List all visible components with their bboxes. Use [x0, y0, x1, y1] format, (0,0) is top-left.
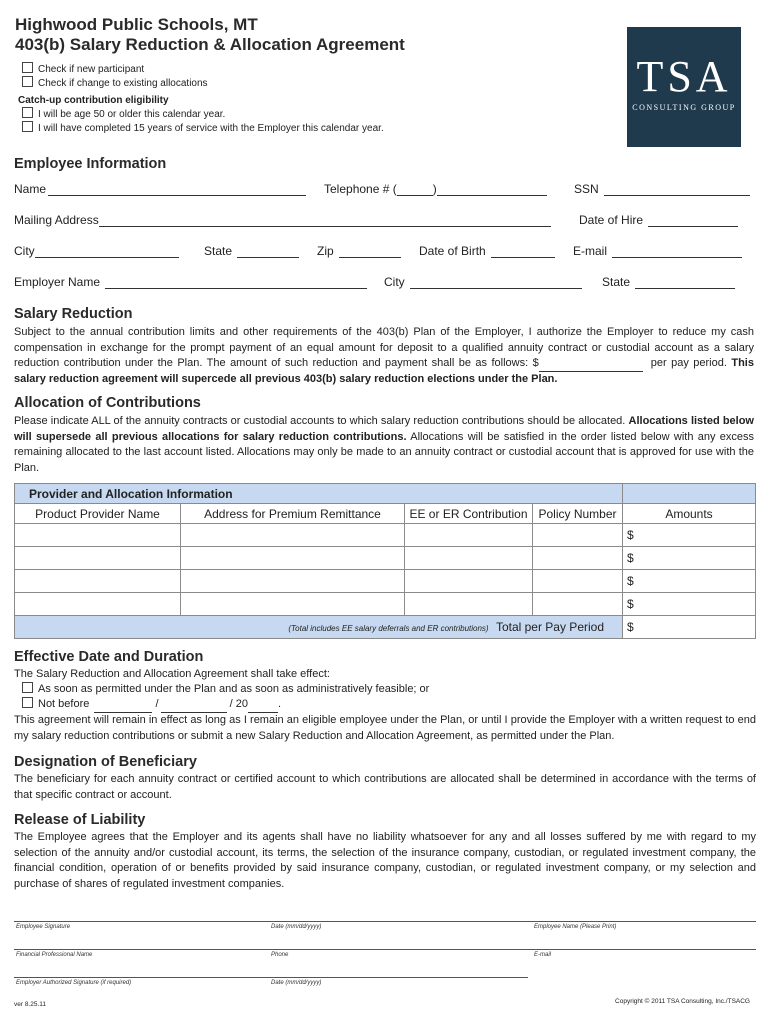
employee-signature-label: Employee Signature [16, 924, 71, 930]
checkbox-change-allocations-row[interactable] [22, 76, 208, 91]
new-participant-checkbox[interactable] [22, 62, 33, 73]
copyright-label: Copyright © 2011 TSA Consulting, Inc./TSACG [615, 998, 750, 1005]
city-label: City [14, 244, 35, 258]
beneficiary-text: The beneficiary for each annuity contract or certified account to which contributions are allocated shall be determined in accordance with the terms of that specific contract or account. [14, 773, 756, 801]
city-input[interactable] [35, 246, 179, 258]
header-contribution: EE or ER Contribution [405, 504, 533, 524]
catchup-service-checkbox[interactable] [22, 121, 33, 132]
allocation-body-2: Allocations will be satisfied in the order listed below with any excess remaining allocated to the last account listed. Allocations may only be made to an annuity contract or custodial account that is approved for use with the Plan. [14, 430, 754, 474]
zip-input[interactable] [339, 246, 401, 258]
amount-cell[interactable]: $ [623, 593, 756, 616]
salary-reduction-heading: Salary Reduction [14, 306, 133, 322]
catchup-age-label: I will be age 50 or older this calendar year. [38, 109, 226, 120]
asap-checkbox[interactable] [22, 682, 33, 693]
date-label-1: Date (mm/dd/yyyy) [271, 924, 322, 930]
day-input[interactable] [161, 701, 227, 713]
provider-cell[interactable] [15, 570, 181, 593]
policy-cell[interactable] [533, 593, 623, 616]
document-title: Highwood Public Schools, MT [15, 15, 258, 34]
logo-text: TSA [636, 52, 732, 101]
policy-cell[interactable] [533, 570, 623, 593]
contribution-cell[interactable] [405, 570, 533, 593]
address-cell[interactable] [181, 524, 405, 547]
effective-intro: The Salary Reduction and Allocation Agreement shall take effect: [14, 668, 330, 680]
year-input[interactable] [248, 701, 278, 713]
signature-line-2[interactable] [14, 949, 756, 950]
employee-info-heading: Employee Information [14, 156, 167, 172]
header-address: Address for Premium Remittance [181, 504, 405, 524]
hire-date-label: Date of Hire [579, 213, 644, 227]
header-amounts: Amounts [623, 504, 756, 524]
city-field[interactable] [14, 244, 179, 258]
name-input[interactable] [48, 184, 306, 196]
fp-email-label: E-mail [534, 952, 552, 958]
salary-reduction-notice: This salary reduction agreement will supercede all previous 403(b) salary reduction elections under the Plan. [14, 357, 754, 385]
state-input[interactable] [237, 246, 299, 258]
catchup-label: Catch-up contribution eligibility [18, 95, 169, 106]
dob-input[interactable] [491, 246, 555, 258]
state-label: State [204, 244, 233, 258]
asap-label: As soon as permitted under the Plan and as soon as administratively feasible; or [38, 683, 430, 695]
address-cell[interactable] [181, 593, 405, 616]
zip-label: Zip [317, 244, 334, 258]
phone-label: Phone [271, 952, 289, 958]
total-label: Total per Pay Period [495, 620, 604, 634]
liability-heading: Release of Liability [14, 812, 146, 828]
mailing-address-input[interactable] [99, 215, 551, 227]
allocation-body-1: Please indicate ALL of the annuity contracts or custodial accounts to which salary reduction contributions should be allocated. [14, 415, 626, 427]
effective-option-date-row[interactable]: Not before / / 20 . [22, 697, 742, 713]
employer-state-field[interactable] [602, 275, 735, 289]
catchup-service-row[interactable] [22, 121, 384, 136]
total-note: (Total includes EE salary deferrals and ER contributions) [288, 624, 489, 633]
signature-line-1[interactable] [14, 921, 756, 922]
effective-date-heading: Effective Date and Duration [14, 649, 204, 665]
telephone-input[interactable] [437, 184, 547, 196]
zip-field[interactable] [317, 244, 401, 258]
amount-cell[interactable]: $ [623, 547, 756, 570]
name-label: Name [14, 182, 47, 196]
version-label: ver 8.25.11 [14, 1001, 47, 1008]
state-field[interactable] [204, 244, 299, 258]
logo-subtext: CONSULTING GROUP [632, 103, 736, 112]
employer-state-input[interactable] [635, 277, 735, 289]
table-row[interactable] [15, 593, 756, 616]
date-label-2: Date (mm/dd/yyyy) [271, 980, 322, 986]
checkbox-new-participant-row[interactable] [22, 62, 144, 77]
salary-reduction-text [14, 325, 754, 387]
contribution-cell[interactable] [405, 593, 533, 616]
amount-cell[interactable]: $ [623, 570, 756, 593]
employer-state-label: State [602, 275, 631, 289]
ssn-field[interactable] [574, 182, 750, 196]
beneficiary-heading: Designation of Beneficiary [14, 754, 197, 770]
employer-signature-label: Employer Authorized Signature (if required) [16, 980, 132, 986]
provider-cell[interactable] [15, 593, 181, 616]
table-row[interactable] [15, 547, 756, 570]
email-input[interactable] [612, 246, 742, 258]
effective-duration-text: This agreement will remain in effect as long as I remain an eligible employee under the Plan, or until I provide the Employer with a written request to end my salary reduction contributions or submit a new Salary Reduction and Allocation Agreement, as permitted under the Plan. [14, 714, 756, 742]
liability-text: The Employee agrees that the Employer and its agents shall have no liability whatsoever for any and all losses suffered by me with regard to my selection of the annuity and/or custodial account, its terms, the selection of the insurance company, custodian, or regulated investment company, the financial condition, operation of or benefits provided by said insurance company, custodian, or regulated investment company, or my selection and purchase of shares of regulated investment companies. [14, 831, 756, 890]
employer-city-label: City [384, 275, 405, 289]
allocation-heading: Allocation of Contributions [14, 395, 201, 411]
change-allocations-checkbox[interactable] [22, 76, 33, 87]
telephone-label: Telephone # [324, 182, 390, 196]
catchup-service-label: I will have completed 15 years of service with the Employer this calendar year. [38, 123, 384, 134]
employer-name-field[interactable] [14, 275, 367, 289]
total-row [15, 616, 756, 639]
financial-professional-label: Financial Professional Name [16, 952, 93, 958]
month-input[interactable] [94, 701, 152, 713]
hire-date-field[interactable] [579, 213, 738, 227]
signature-line-3[interactable] [14, 977, 528, 978]
total-amount-cell[interactable]: $ [623, 616, 756, 639]
table-caption: Provider and Allocation Information [15, 484, 623, 504]
effective-option-asap-row[interactable] [22, 682, 742, 698]
employer-city-input[interactable] [410, 277, 582, 289]
allocation-text [14, 414, 754, 476]
address-cell[interactable] [181, 547, 405, 570]
change-allocations-label: Check if change to existing allocations [38, 78, 208, 89]
employer-city-field[interactable] [384, 275, 582, 289]
table-row[interactable] [15, 570, 756, 593]
header-policy: Policy Number [533, 504, 623, 524]
policy-cell[interactable] [533, 524, 623, 547]
email-field[interactable] [573, 244, 742, 258]
employer-name-label: Employer Name [14, 275, 101, 289]
policy-cell[interactable] [533, 547, 623, 570]
per-pay-period-label: per pay period. [650, 357, 727, 369]
total-label-cell [15, 616, 623, 639]
header-provider: Product Provider Name [15, 504, 181, 524]
provider-cell[interactable] [15, 524, 181, 547]
provider-cell[interactable] [15, 547, 181, 570]
mailing-address-label: Mailing Address [14, 213, 99, 227]
contribution-cell[interactable] [405, 547, 533, 570]
hire-date-input[interactable] [648, 215, 738, 227]
employee-name-label: Employee Name (Please Print) [534, 924, 617, 930]
tsa-logo [627, 27, 741, 147]
document-subtitle: 403(b) Salary Reduction & Allocation Agreement [15, 35, 405, 54]
table-caption-amount-cell [623, 484, 756, 504]
dob-field[interactable] [419, 244, 555, 258]
salary-amount-input[interactable] [539, 360, 643, 372]
not-before-checkbox[interactable] [22, 697, 33, 708]
allocation-notice: Allocations listed below will supersede all previous allocations for salary reduction contributions. [14, 415, 754, 443]
name-field[interactable] [14, 182, 306, 196]
dob-label: Date of Birth [419, 244, 486, 258]
mailing-address-field[interactable] [14, 213, 551, 227]
ssn-label: SSN [574, 182, 599, 196]
not-before-label: Not before [38, 698, 90, 710]
contribution-cell[interactable] [405, 524, 533, 547]
table-row[interactable] [15, 524, 756, 547]
telephone-field[interactable]: Telephone # ( ) [324, 182, 547, 196]
new-participant-label: Check if new participant [38, 64, 145, 75]
address-cell[interactable] [181, 570, 405, 593]
year-prefix: / 20 [229, 698, 248, 710]
email-label: E-mail [573, 244, 608, 258]
catchup-age-row[interactable] [22, 107, 225, 122]
provider-allocation-table [14, 483, 756, 639]
salary-reduction-body: Subject to the annual contribution limits and other requirements of the 403(b) Plan of the Employer, I authorize the Employer to reduce my cash compensation in exchange for the prompt payment of an equal amount for deposit to a qualified annuity contract or custodial account as a salary reduction contribution under the Plan. The amount of such reduction and payment shall be as follows: $ [14, 326, 754, 369]
area-code-input[interactable] [397, 184, 433, 196]
employer-name-input[interactable] [105, 277, 367, 289]
ssn-input[interactable] [604, 184, 750, 196]
amount-cell[interactable]: $ [623, 524, 756, 547]
catchup-age-checkbox[interactable] [22, 107, 33, 118]
